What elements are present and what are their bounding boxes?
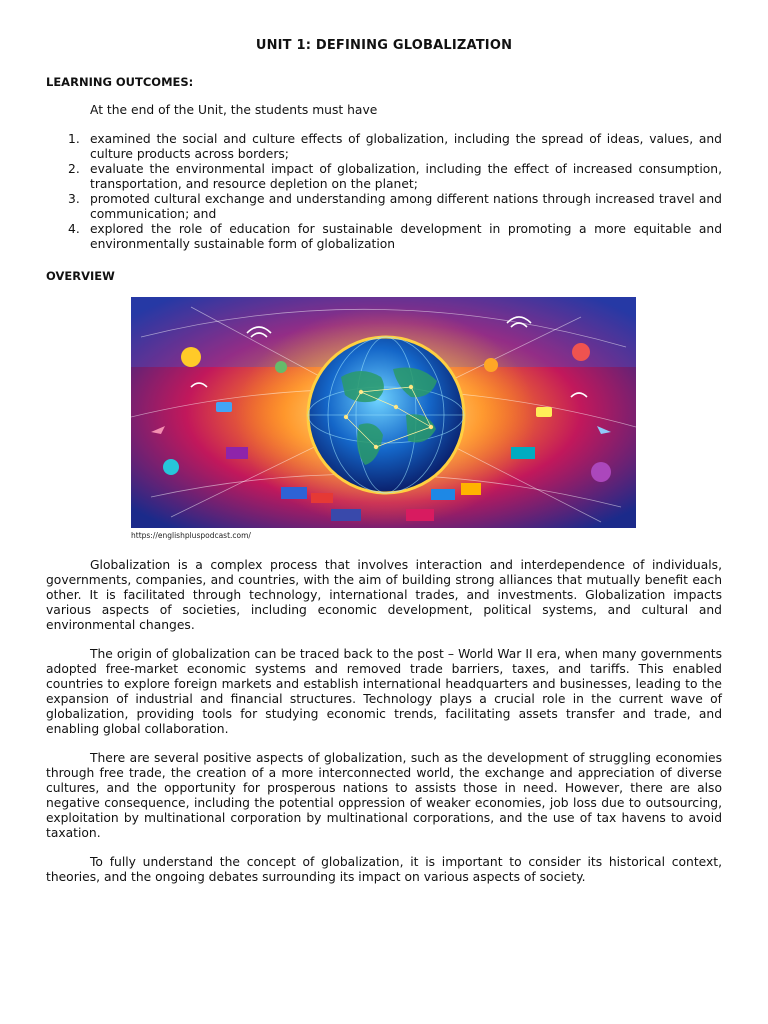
image-caption: https://englishpluspodcast.com/	[131, 531, 251, 540]
globe	[308, 337, 464, 493]
learning-outcomes-heading: LEARNING OUTCOMES:	[46, 75, 194, 89]
globe-illustration	[131, 297, 636, 528]
outcome-number: 1.	[68, 132, 80, 146]
outcome-item	[46, 132, 722, 162]
overview-heading: OVERVIEW	[46, 269, 115, 283]
outcome-text: promoted cultural exchange and understanding among different nations through increased travel and communication; and	[90, 192, 722, 221]
learning-outcomes-intro: At the end of the Unit, the students must have	[90, 103, 378, 117]
learning-outcomes-list	[46, 132, 722, 252]
overview-paragraph: There are several positive aspects of globalization, such as the development of struggling economies through free trade, the creation of a more interconnected world, the exchange and appreciation of diverse cultures, and the opportunity for prosperous nations to assists those in need. However, there are also negative consequence, including the potential oppression of weaker economies, job loss due to outsourcing, exploitation by multinational corporation by multinational corporations, and the use of tax havens to avoid taxation.	[46, 751, 722, 840]
outcome-text: evaluate the environmental impact of globalization, including the effect of increased consumption, transportation, and resource depletion on the planet;	[90, 162, 722, 191]
outcome-number: 4.	[68, 222, 80, 236]
outcome-text: explored the role of education for sustainable development in promoting a more equitable and environmentally sustainable form of globalization	[90, 222, 722, 251]
unit-title: UNIT 1: DEFINING GLOBALIZATION	[255, 38, 513, 53]
outcome-item	[46, 192, 722, 222]
outcome-number: 2.	[68, 162, 80, 176]
overview-paragraph: The origin of globalization can be traced back to the post – World War II era, when many governments adopted free-market economic systems and removed trade barriers, taxes, and tariffs. This enabled countries to explore foreign markets and establish international headquarters and businesses, leading to the expansion of industrial and financial structures. Technology plays a crucial role in the current wave of globalization, providing tools for studying economic trends, facilitating assets transfer and trade, and enabling global collaboration.	[46, 647, 722, 736]
overview-paragraph: To fully understand the concept of globalization, it is important to consider its historical context, theories, and the ongoing debates surrounding its impact on various aspects of society.	[46, 855, 722, 884]
globalization-illustration	[131, 297, 636, 540]
outcome-number: 3.	[68, 192, 80, 206]
overview-paragraph: Globalization is a complex process that involves interaction and interdependence of individuals, governments, companies, and countries, with the aim of building strong alliances that mutually benefit each other. It is facilitated through technology, international trades, and investments. Globalization impacts various aspects of societies, including economic development, political systems, and cultural and environmental changes.	[46, 558, 722, 632]
outcome-text: examined the social and culture effects of globalization, including the spread of ideas, values, and culture products across borders;	[90, 132, 722, 161]
outcome-item	[46, 162, 722, 192]
outcome-item	[46, 222, 722, 252]
